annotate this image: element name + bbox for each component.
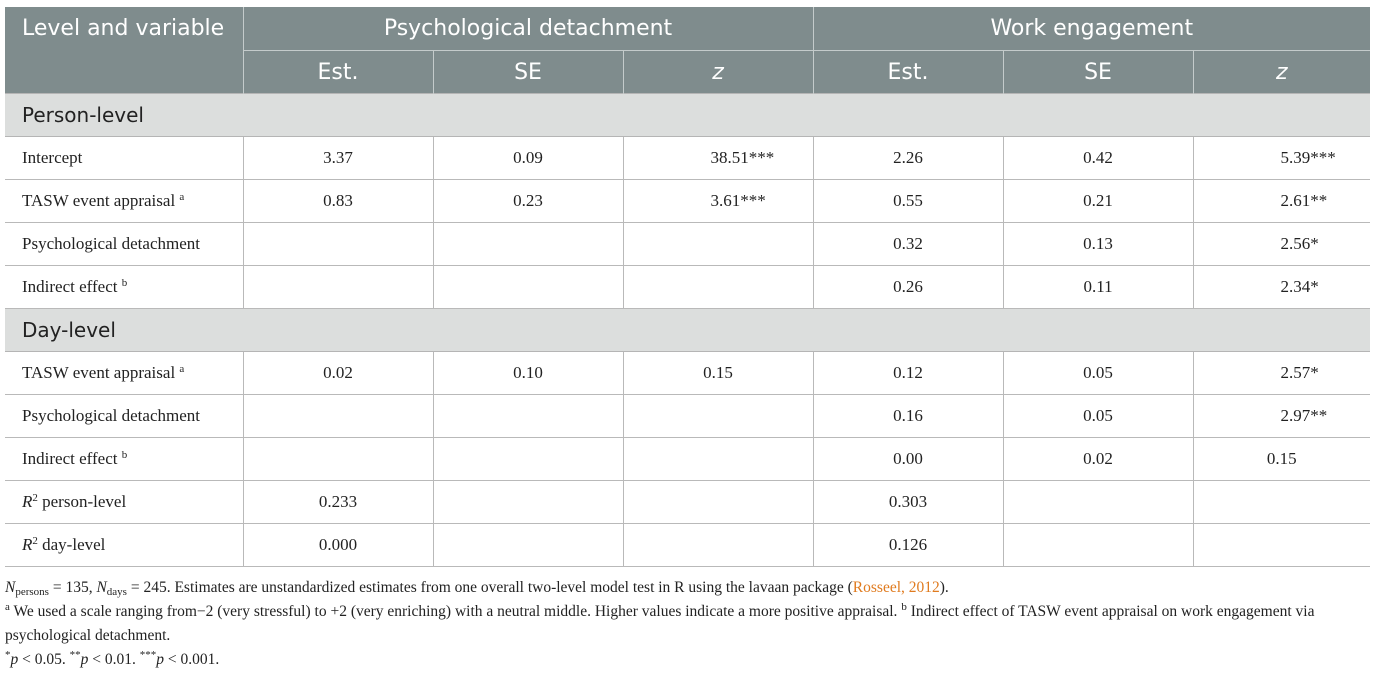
table-row — [5, 352, 1370, 395]
cell-pd-est — [243, 395, 433, 438]
cell-we-se: 0.05 — [1003, 395, 1193, 438]
table-notes — [5, 576, 1370, 672]
cell-pd-est: 0.000 — [243, 524, 433, 567]
cell-we-se: 0.21 — [1003, 180, 1193, 223]
header-we-z: z — [1193, 51, 1370, 94]
cell-we-est: 0.00 — [813, 438, 1003, 481]
cell-we-z: 2.61** — [1193, 180, 1370, 223]
row-label: Intercept — [5, 137, 243, 180]
cell-we-est: 0.303 — [813, 481, 1003, 524]
cell-pd-z — [623, 266, 813, 309]
section-day-level: Day-level — [5, 309, 1370, 352]
header-pd-est: Est. — [243, 51, 433, 94]
table-row — [5, 180, 1370, 223]
row-label: $R^2$ day-level — [5, 524, 243, 567]
header-work-engagement: Work engagement — [813, 7, 1370, 51]
reference-link[interactable]: Rosseel, 2012 — [852, 579, 940, 596]
cell-we-z: 2.97** — [1193, 395, 1370, 438]
cell-pd-se: 0.09 — [433, 137, 623, 180]
cell-pd-est — [243, 223, 433, 266]
cell-we-est: 0.126 — [813, 524, 1003, 567]
cell-pd-z — [623, 395, 813, 438]
cell-we-se: 0.42 — [1003, 137, 1193, 180]
row-label: $R^2$ person-level — [5, 481, 243, 524]
row-label: TASW event appraisal $^a$ — [5, 180, 243, 223]
row-label: Indirect effect $^b$ — [5, 266, 243, 309]
cell-pd-se — [433, 438, 623, 481]
cell-pd-z: 38.51*** — [623, 137, 813, 180]
cell-we-se — [1003, 524, 1193, 567]
cell-pd-z — [623, 223, 813, 266]
header-we-se: SE — [1003, 51, 1193, 94]
cell-we-est: 0.12 — [813, 352, 1003, 395]
cell-pd-se: 0.23 — [433, 180, 623, 223]
note-sample-size: $N_{persons} = 135$, $N_{days} = 245$. Estimates are unstandardized estimates from one overall two-level model test in R using the lavaan package (Rosseel, 2012). — [5, 579, 949, 598]
table-row — [5, 223, 1370, 266]
table-row — [5, 524, 1370, 567]
cell-pd-est — [243, 438, 433, 481]
cell-we-se: 0.02 — [1003, 438, 1193, 481]
cell-pd-se — [433, 481, 623, 524]
header-psychological-detachment: Psychological detachment — [243, 7, 813, 51]
results-table — [5, 7, 1370, 567]
cell-we-z — [1193, 524, 1370, 567]
cell-pd-se — [433, 223, 623, 266]
cell-we-se: 0.11 — [1003, 266, 1193, 309]
header-pd-z: z — [623, 51, 813, 94]
cell-we-se — [1003, 481, 1193, 524]
table-row — [5, 481, 1370, 524]
row-label: TASW event appraisal $^a$ — [5, 352, 243, 395]
cell-we-est: 0.26 — [813, 266, 1003, 309]
cell-pd-est: 3.37 — [243, 137, 433, 180]
cell-pd-z — [623, 438, 813, 481]
cell-pd-z: 0.15 — [623, 352, 813, 395]
cell-we-est: 0.32 — [813, 223, 1003, 266]
cell-we-z: 2.56* — [1193, 223, 1370, 266]
cell-we-est: 0.55 — [813, 180, 1003, 223]
cell-we-z — [1193, 481, 1370, 524]
cell-pd-est: 0.02 — [243, 352, 433, 395]
cell-pd-est: 0.83 — [243, 180, 433, 223]
cell-we-z: 0.15 — [1193, 438, 1370, 481]
cell-we-z: 2.57* — [1193, 352, 1370, 395]
cell-pd-z — [623, 481, 813, 524]
cell-pd-z — [623, 524, 813, 567]
row-label: Indirect effect $^b$ — [5, 438, 243, 481]
cell-we-est: 2.26 — [813, 137, 1003, 180]
cell-we-se: 0.05 — [1003, 352, 1193, 395]
table-row — [5, 266, 1370, 309]
table-row — [5, 137, 1370, 180]
cell-pd-se — [433, 395, 623, 438]
header-level-and-variable: Level and variable — [5, 7, 243, 51]
cell-pd-est: 0.233 — [243, 481, 433, 524]
table-row — [5, 438, 1370, 481]
header-we-est: Est. — [813, 51, 1003, 94]
row-label: Psychological detachment — [5, 223, 243, 266]
cell-pd-est — [243, 266, 433, 309]
header-blank — [5, 51, 243, 94]
row-label: Psychological detachment — [5, 395, 243, 438]
note-significance: *p < 0.05. **p < 0.01. ***p < 0.001. — [5, 649, 220, 668]
cell-we-z: 5.39*** — [1193, 137, 1370, 180]
cell-pd-se — [433, 524, 623, 567]
cell-pd-se — [433, 266, 623, 309]
cell-pd-z: 3.61*** — [623, 180, 813, 223]
cell-we-se: 0.13 — [1003, 223, 1193, 266]
cell-we-est: 0.16 — [813, 395, 1003, 438]
cell-we-z: 2.34* — [1193, 266, 1370, 309]
cell-pd-se: 0.10 — [433, 352, 623, 395]
header-pd-se: SE — [433, 51, 623, 94]
note-footnotes: $^a$ We used a scale ranging from−2 (very stressful) to +2 (very enriching) with a neutral middle. Higher values indicate a more positive appraisal. $^b$ Indirect effect of TASW event appraisal on work engagement via psychological detachment. — [5, 601, 1315, 644]
table-row — [5, 395, 1370, 438]
section-person-level: Person-level — [5, 94, 1370, 137]
